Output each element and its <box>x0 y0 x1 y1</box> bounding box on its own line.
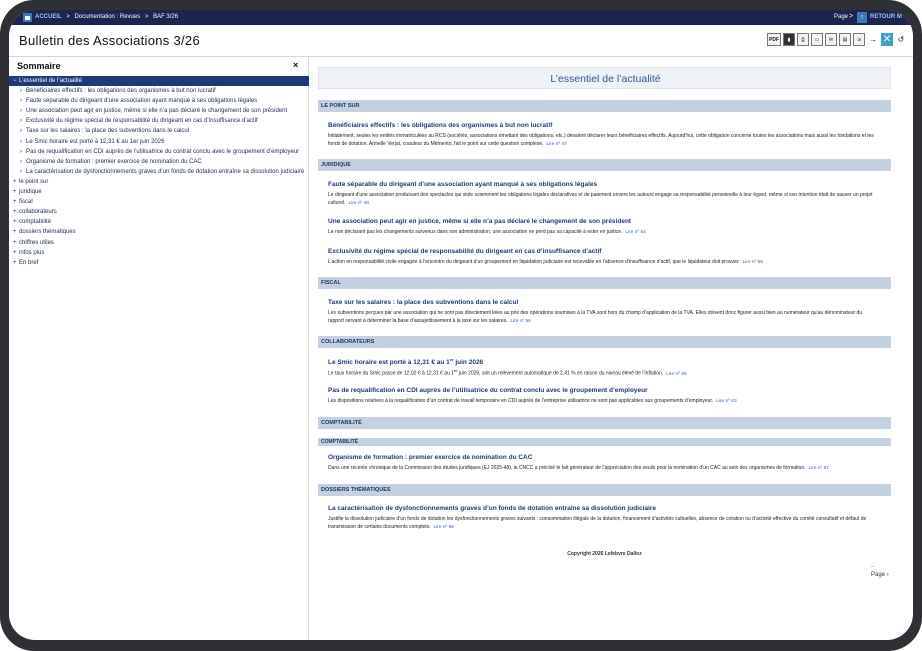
pager-dash: – <box>871 564 874 570</box>
sidebar-item-label: En bref <box>19 259 39 266</box>
app-screen <box>9 10 913 640</box>
chevron-right-icon: › <box>20 168 22 175</box>
close-icon[interactable]: ✕ <box>882 34 892 45</box>
sidebar-item-label: Taxe sur les salaires : la place des subventions dans le calcul <box>26 128 190 135</box>
expand-icon: + <box>13 209 17 216</box>
sidebar-article-item[interactable] <box>9 106 309 116</box>
page-title: Bulletin des Associations 3/26 <box>19 33 200 48</box>
section-header: LE POINT SUR <box>318 100 891 112</box>
chevron-right-icon: › <box>20 98 22 105</box>
sidebar-list <box>9 76 309 268</box>
print-icon[interactable]: ⎙ <box>797 33 809 46</box>
article-title[interactable]: Bénéficiaires effectifs : les obligations des organismes à but non lucratif <box>328 122 553 129</box>
section-header: COMPTABILITÉ <box>318 417 891 429</box>
sidebar-item-label: Organisme de formation : premier exercice de nomination du CAC <box>26 158 202 165</box>
article-summary: Le non déclarant pas les changements survenus dans son administration, une association ne perd pas sa capacité à ester en justice. Lire nº 54 <box>328 229 646 235</box>
sidebar-item-label: juridique <box>19 189 42 196</box>
lire-link[interactable]: Lire nº 67 <box>808 466 829 471</box>
sidebar-article-item[interactable] <box>9 86 309 96</box>
sidebar-item-label: dossiers thématiques <box>19 229 76 236</box>
lire-link[interactable]: Lire nº 54 <box>625 230 646 235</box>
sidebar-title: Sommaire <box>17 61 61 71</box>
sidebar-item-label: Pas de requalification en CDI auprès de l’utilisatrice du contrat conclu avec le groupement d’employeur <box>26 148 300 155</box>
sidebar-item-label: chiffres utiles <box>19 239 54 246</box>
retour-button[interactable]: RETOUR M <box>870 14 902 20</box>
sidebar-close-icon[interactable]: × <box>293 60 299 70</box>
chevron-right-icon: › <box>20 118 22 125</box>
lire-link[interactable]: Lire nº 68 <box>433 525 454 530</box>
sidebar-article-item[interactable] <box>9 96 309 106</box>
sidebar-item-label: comptabilité <box>19 219 52 226</box>
home-icon[interactable] <box>23 13 32 22</box>
article-summary: L’action en responsabilité civile engagée à l’encontre du dirigeant d’un groupement en liquidation judiciaire est recevable en l’absence d’insuffisance d’actif, que le liquidateur doit prouver. Lire nº 55 <box>328 259 763 265</box>
sidebar-sommaire <box>9 57 309 640</box>
lire-link[interactable]: Lire nº 55 <box>742 260 763 265</box>
sidebar-item-label: Le Smic horaire est porté à 12,31 € au 1er juin 2026 <box>26 138 165 145</box>
breadcrumb-accueil[interactable]: ACCUEIL <box>35 14 62 20</box>
section-header: COMPTABILITÉ <box>318 438 891 446</box>
lire-link[interactable]: Lire nº 65 <box>666 371 687 377</box>
article-title[interactable]: Exclusivité du régime spécial de responsabilité du dirigeant en cas d’insuffisance d’actif <box>328 248 602 255</box>
chevron-right-icon: › <box>20 128 22 135</box>
lire-link[interactable]: Lire nº 48 <box>348 201 369 206</box>
bookmark-icon[interactable]: ▮ <box>783 33 795 46</box>
lire-link[interactable]: Lire nº 47 <box>546 142 567 147</box>
arrow-up-icon[interactable]: ↑ <box>857 12 867 23</box>
book-icon[interactable]: ▭ <box>811 33 823 46</box>
sidebar-section-item[interactable] <box>9 197 309 207</box>
page-navigation[interactable]: Page › <box>871 572 889 578</box>
section-header: JURIDIQUE <box>318 159 891 171</box>
section-header: COLLABORATEURS <box>318 336 891 348</box>
sidebar-item-label: collaborateurs <box>19 209 57 216</box>
sidebar-section-item[interactable] <box>9 248 309 258</box>
sidebar-item-label: infos plus <box>19 249 45 256</box>
print-preview-icon[interactable]: ▤ <box>839 33 851 46</box>
sidebar-section-item[interactable] <box>9 177 309 187</box>
breadcrumb <box>35 14 181 20</box>
breadcrumb-current: BAF 3/26 <box>153 14 179 20</box>
expand-icon: + <box>13 178 17 185</box>
expand-icon: + <box>13 259 17 266</box>
sidebar-article-item[interactable] <box>9 147 309 157</box>
lire-link[interactable]: Lire nº 56 <box>510 319 531 324</box>
sidebar-article-item[interactable] <box>9 157 309 167</box>
main-title-banner <box>318 67 891 89</box>
sidebar-item-label: L’essentiel de l’actualité <box>19 78 83 84</box>
sidebar-item-label: fiscal <box>19 199 33 206</box>
article-summary: Les subventions perçues par une association qui ne sont pas directement liées au prix des opérations soumises à la TVA sont hors du champ d’application de la TVA. Elles doivent donc figurer aussi bien au numérateur qu’au dénominateur du rapport servant à déterminer la base d’assujettissement à la taxe sur les salaires. Lire nº 56 <box>328 310 863 324</box>
article-summary: Les dispositions relatives à la requalification d’un contrat de travail temporaire en CDI auprès de l’entreprise utilisatrice ne sont pas applicables aux groupements d’employeur. Lire nº 63 <box>328 398 737 404</box>
article-summary: Justifie la dissolution judiciaire d’un fonds de dotation les dysfonctionnements graves suivants : consommation illégale de la dotation, financement d’activités cultuelles, absence de création ou d’activité effective du comité consultatif et défaut de transmission de certains documents complets. Lire nº 68 <box>328 516 867 530</box>
sidebar-section-item[interactable] <box>9 258 309 268</box>
article-title[interactable]: Une association peut agir en justice, même si elle n’a pas déclaré le changement de son président <box>328 218 632 225</box>
collapse-icon: − <box>13 78 17 84</box>
page-next-chevron-icon[interactable]: > <box>849 13 854 20</box>
expand-icon: + <box>13 219 17 226</box>
sidebar-item-label: La caractérisation de dysfonctionnements graves d’un fonds de dotation entraîne sa dissolution judiciaire <box>26 168 305 175</box>
page-label: Page <box>834 14 849 20</box>
arrow-icon[interactable]: → <box>869 35 877 44</box>
sidebar-article-item[interactable] <box>9 126 309 136</box>
expand-icon: + <box>13 199 17 206</box>
article-summary: Le dirigeant d’une association produisant des spectacles qui viole sciemment les obligations légales déclaratives et de paiement envers les auteurs engage sa responsabilité personnelle à leur égard, même si son intention était de sauver un projet culturel. Lire nº 48 <box>328 192 873 206</box>
sidebar-article-item[interactable] <box>9 167 309 177</box>
top-navigation-bar <box>9 10 913 25</box>
sidebar-item-label: Bénéficiaires effectifs : les obligations des organismes à but non lucratif <box>26 88 216 95</box>
breadcrumb-separator: > <box>66 14 70 20</box>
chevron-right-icon: › <box>20 158 22 165</box>
section-header: FISCAL <box>318 277 891 289</box>
page-next-chevron-icon[interactable]: › <box>886 572 889 578</box>
article-summary: Initialement, seules les entités immatriculées au RCS (sociétés, associations émettant des obligations, etc.) devaient déclarer leurs bénéficiaires effectifs. Aujourd’hui, cette obligation concerne toutes les associations mais aussi les fondations et les fonds de dotation. Armelle Verjat, coauteur du Mémento, fait le point sur cette question complexe. Lire nº 47 <box>328 133 874 147</box>
sidebar-article-item[interactable] <box>9 116 309 126</box>
sidebar-section-item[interactable] <box>9 217 309 227</box>
article-title[interactable]: Faute séparable du dirigeant d’une association ayant manqué à ses obligations légales <box>328 181 598 188</box>
lire-link[interactable]: Lire nº 63 <box>716 399 737 404</box>
main-title: L’essentiel de l’actualité <box>550 73 661 85</box>
sidebar-section-item[interactable] <box>9 187 309 197</box>
sidebar-item-label: Faute séparable du dirigeant d’une association ayant manqué à ses obligations légales <box>26 98 258 105</box>
expand-icon: + <box>13 239 17 246</box>
article-summary: Le taux horaire du Smic passe de 12,02 € à 12,31 € au 1er juin 2026, soit un relèvement automatique de 2,41 % en raison du niveau élevé de l’inflation. Lire nº 65 <box>328 368 687 377</box>
article-summary: Dans une récente chronique de la Commission des études juridiques (EJ 2025-48), la CNCC a précisé le fait générateur de l’appréciation des seuils pour la nomination d’un CAC au sein des organismes de formation. Lire nº 67 <box>328 465 829 471</box>
article-title[interactable]: Le Smic horaire est porté à 12,31 € au 1er juin 2026 <box>328 357 484 367</box>
export-icon[interactable]: ⇲ <box>853 33 865 46</box>
chevron-right-icon: › <box>20 108 22 115</box>
sidebar-item-label: Une association peut agir en justice, même si elle n’a pas déclaré le changement de son président <box>26 108 288 115</box>
email-icon[interactable]: ✉ <box>825 33 837 46</box>
chevron-right-icon: › <box>20 138 22 145</box>
sidebar-article-item[interactable] <box>9 137 309 147</box>
sidebar-item-label: Exclusivité du régime spécial de responsabilité du dirigeant en cas d’insuffisance d’actif <box>26 118 258 125</box>
main-content <box>318 67 891 640</box>
expand-icon: + <box>13 229 17 236</box>
history-icon[interactable]: ↺ <box>897 35 905 44</box>
sidebar-section-item[interactable] <box>9 238 309 248</box>
sidebar-section-item[interactable] <box>9 207 309 217</box>
toolbar <box>767 33 907 47</box>
pdf-icon[interactable]: PDF <box>767 33 781 46</box>
section-header: DOSSIERS THÉMATIQUES <box>318 484 891 496</box>
breadcrumb-separator: > <box>144 14 149 20</box>
chevron-right-icon: › <box>20 148 22 155</box>
chevron-right-icon: › <box>20 88 22 95</box>
sidebar-section-item[interactable] <box>9 76 309 86</box>
article-title[interactable]: Taxe sur les salaires : la place des subventions dans le calcul <box>328 299 519 306</box>
article-title[interactable]: La caractérisation de dysfonctionnements graves d’un fonds de dotation entraîne sa dissolution judiciaire <box>328 505 656 512</box>
article-title[interactable]: Organisme de formation : premier exercice de nomination du CAC <box>328 454 533 461</box>
expand-icon: + <box>13 189 17 196</box>
article-title[interactable]: Pas de requalification en CDI auprès de l’utilisatrice du contrat conclu avec le groupement d’employeur <box>328 387 648 394</box>
sidebar-item-label: le point sur <box>19 178 49 185</box>
expand-icon: + <box>13 249 17 256</box>
sidebar-section-item[interactable] <box>9 227 309 237</box>
breadcrumb-revues[interactable]: Documentation : Revues <box>74 14 141 20</box>
copyright: Copyright 2026 Lefebvre Dalloz <box>567 551 642 557</box>
